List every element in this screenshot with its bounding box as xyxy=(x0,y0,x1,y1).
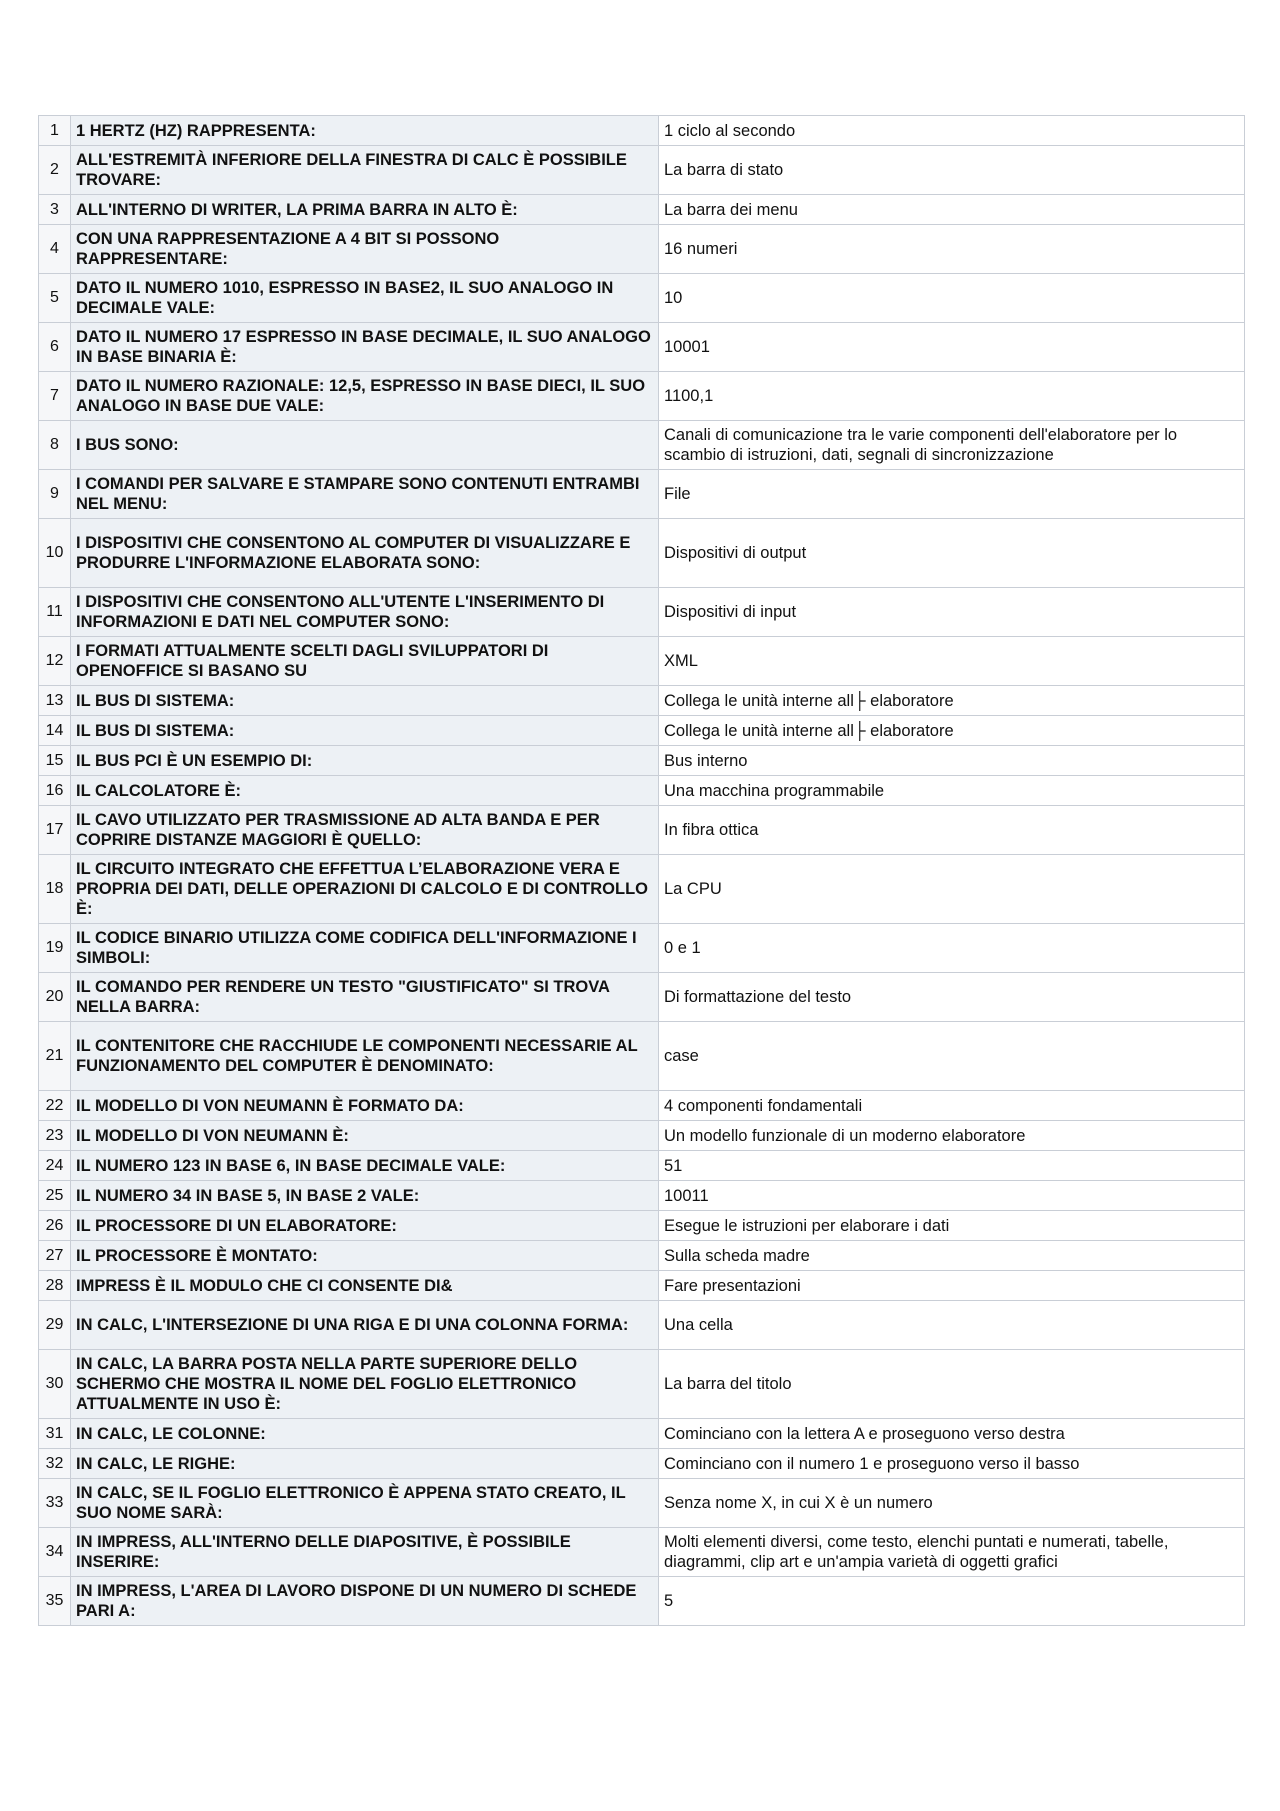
answer-cell: La CPU xyxy=(659,855,1245,924)
question-cell: IL MODELLO DI VON NEUMANN È FORMATO DA: xyxy=(71,1091,659,1121)
answer-cell: 10011 xyxy=(659,1181,1245,1211)
question-cell: IL BUS PCI È UN ESEMPIO DI: xyxy=(71,746,659,776)
table-row xyxy=(39,924,1245,973)
row-number: 22 xyxy=(39,1091,71,1121)
question-cell: IN CALC, SE IL FOGLIO ELETTRONICO È APPENA STATO CREATO, IL SUO NOME SARÀ: xyxy=(71,1479,659,1528)
answer-cell: 10 xyxy=(659,274,1245,323)
answer-cell: Molti elementi diversi, come testo, elenchi puntati e numerati, tabelle, diagrammi, clip art e un'ampia varietà di oggetti grafici xyxy=(659,1528,1245,1577)
question-cell: I COMANDI PER SALVARE E STAMPARE SONO CONTENUTI ENTRAMBI NEL MENU: xyxy=(71,470,659,519)
row-number: 5 xyxy=(39,274,71,323)
question-cell: IL PROCESSORE È MONTATO: xyxy=(71,1241,659,1271)
table-row xyxy=(39,1479,1245,1528)
answer-cell: File xyxy=(659,470,1245,519)
table-row xyxy=(39,519,1245,588)
question-cell: IL CALCOLATORE È: xyxy=(71,776,659,806)
answer-cell: Senza nome X, in cui X è un numero xyxy=(659,1479,1245,1528)
question-cell: DATO IL NUMERO RAZIONALE: 12,5, ESPRESSO IN BASE DIECI, IL SUO ANALOGO IN BASE DUE VALE: xyxy=(71,372,659,421)
table-row xyxy=(39,1577,1245,1626)
question-cell: IN CALC, L'INTERSEZIONE DI UNA RIGA E DI UNA COLONNA FORMA: xyxy=(71,1301,659,1350)
row-number: 13 xyxy=(39,686,71,716)
row-number: 34 xyxy=(39,1528,71,1577)
table-row xyxy=(39,973,1245,1022)
question-cell: I DISPOSITIVI CHE CONSENTONO ALL'UTENTE L'INSERIMENTO DI INFORMAZIONI E DATI NEL COMPUTER SONO: xyxy=(71,588,659,637)
answer-cell: Un modello funzionale di un moderno elaboratore xyxy=(659,1121,1245,1151)
table-row xyxy=(39,1301,1245,1350)
table-row xyxy=(39,116,1245,146)
table-row xyxy=(39,806,1245,855)
table-row xyxy=(39,1022,1245,1091)
answer-cell: Collega le unità interne all├ elaboratore xyxy=(659,686,1245,716)
question-cell: DATO IL NUMERO 17 ESPRESSO IN BASE DECIMALE, IL SUO ANALOGO IN BASE BINARIA È: xyxy=(71,323,659,372)
row-number: 29 xyxy=(39,1301,71,1350)
table-row xyxy=(39,146,1245,195)
table-row xyxy=(39,588,1245,637)
row-number: 16 xyxy=(39,776,71,806)
question-cell: IL CIRCUITO INTEGRATO CHE EFFETTUA L’ELABORAZIONE VERA E PROPRIA DEI DATI, DELLE OPERAZIONI DI CALCOLO E DI CONTROLLO È: xyxy=(71,855,659,924)
table-row xyxy=(39,746,1245,776)
answer-cell: Di formattazione del testo xyxy=(659,973,1245,1022)
answer-cell: Fare presentazioni xyxy=(659,1271,1245,1301)
answer-cell: Bus interno xyxy=(659,746,1245,776)
question-cell: IMPRESS È IL MODULO CHE CI CONSENTE DI& xyxy=(71,1271,659,1301)
question-cell: IN IMPRESS, ALL'INTERNO DELLE DIAPOSITIVE, È POSSIBILE INSERIRE: xyxy=(71,1528,659,1577)
table-row xyxy=(39,1449,1245,1479)
row-number: 35 xyxy=(39,1577,71,1626)
answer-cell: Dispositivi di output xyxy=(659,519,1245,588)
question-cell: IL MODELLO DI VON NEUMANN È: xyxy=(71,1121,659,1151)
question-cell: ALL'INTERNO DI WRITER, LA PRIMA BARRA IN ALTO È: xyxy=(71,195,659,225)
table-row xyxy=(39,470,1245,519)
answer-cell: 16 numeri xyxy=(659,225,1245,274)
answer-cell: Esegue le istruzioni per elaborare i dati xyxy=(659,1211,1245,1241)
table-row xyxy=(39,1528,1245,1577)
question-cell: DATO IL NUMERO 1010, ESPRESSO IN BASE2, IL SUO ANALOGO IN DECIMALE VALE: xyxy=(71,274,659,323)
answer-cell: La barra del titolo xyxy=(659,1350,1245,1419)
answer-cell: Dispositivi di input xyxy=(659,588,1245,637)
answer-cell: 5 xyxy=(659,1577,1245,1626)
table-row xyxy=(39,716,1245,746)
row-number: 20 xyxy=(39,973,71,1022)
row-number: 24 xyxy=(39,1151,71,1181)
question-cell: IN CALC, LA BARRA POSTA NELLA PARTE SUPERIORE DELLO SCHERMO CHE MOSTRA IL NOME DEL FOGLIO ELETTRONICO ATTUALMENTE IN USO È: xyxy=(71,1350,659,1419)
answer-cell: La barra di stato xyxy=(659,146,1245,195)
answer-cell: In fibra ottica xyxy=(659,806,1245,855)
row-number: 30 xyxy=(39,1350,71,1419)
question-cell: I FORMATI ATTUALMENTE SCELTI DAGLI SVILUPPATORI DI OPENOFFICE SI BASANO SU xyxy=(71,637,659,686)
row-number: 15 xyxy=(39,746,71,776)
answer-cell: Sulla scheda madre xyxy=(659,1241,1245,1271)
row-number: 17 xyxy=(39,806,71,855)
row-number: 6 xyxy=(39,323,71,372)
question-cell: I DISPOSITIVI CHE CONSENTONO AL COMPUTER DI VISUALIZZARE E PRODURRE L'INFORMAZIONE ELABORATA SONO: xyxy=(71,519,659,588)
table-row xyxy=(39,1419,1245,1449)
answer-cell: Cominciano con la lettera A e proseguono verso destra xyxy=(659,1419,1245,1449)
table-row xyxy=(39,195,1245,225)
row-number: 4 xyxy=(39,225,71,274)
row-number: 32 xyxy=(39,1449,71,1479)
row-number: 23 xyxy=(39,1121,71,1151)
answer-cell: Cominciano con il numero 1 e proseguono verso il basso xyxy=(659,1449,1245,1479)
table-row xyxy=(39,225,1245,274)
answer-cell: 51 xyxy=(659,1151,1245,1181)
question-cell: IL BUS DI SISTEMA: xyxy=(71,716,659,746)
question-cell: IL CODICE BINARIO UTILIZZA COME CODIFICA DELL'INFORMAZIONE I SIMBOLI: xyxy=(71,924,659,973)
question-cell: IL NUMERO 123 IN BASE 6, IN BASE DECIMALE VALE: xyxy=(71,1151,659,1181)
table-row xyxy=(39,274,1245,323)
table-row xyxy=(39,421,1245,470)
row-number: 7 xyxy=(39,372,71,421)
answer-cell: 1 ciclo al secondo xyxy=(659,116,1245,146)
table-row xyxy=(39,686,1245,716)
qa-table-body xyxy=(39,116,1245,1626)
question-cell: IN CALC, LE COLONNE: xyxy=(71,1419,659,1449)
row-number: 10 xyxy=(39,519,71,588)
row-number: 25 xyxy=(39,1181,71,1211)
row-number: 2 xyxy=(39,146,71,195)
table-row xyxy=(39,1241,1245,1271)
question-cell: IL CAVO UTILIZZATO PER TRASMISSIONE AD ALTA BANDA E PER COPRIRE DISTANZE MAGGIORI È QUELLO: xyxy=(71,806,659,855)
answer-cell: 1100,1 xyxy=(659,372,1245,421)
row-number: 12 xyxy=(39,637,71,686)
answer-cell: Una cella xyxy=(659,1301,1245,1350)
row-number: 31 xyxy=(39,1419,71,1449)
table-row xyxy=(39,1350,1245,1419)
row-number: 1 xyxy=(39,116,71,146)
table-row xyxy=(39,372,1245,421)
table-row xyxy=(39,776,1245,806)
table-row xyxy=(39,637,1245,686)
answer-cell: 4 componenti fondamentali xyxy=(659,1091,1245,1121)
table-row xyxy=(39,855,1245,924)
row-number: 3 xyxy=(39,195,71,225)
question-cell: IL COMANDO PER RENDERE UN TESTO "GIUSTIFICATO" SI TROVA NELLA BARRA: xyxy=(71,973,659,1022)
question-cell: IL PROCESSORE DI UN ELABORATORE: xyxy=(71,1211,659,1241)
table-row xyxy=(39,323,1245,372)
question-cell: 1 HERTZ (HZ) RAPPRESENTA: xyxy=(71,116,659,146)
answer-cell: La barra dei menu xyxy=(659,195,1245,225)
row-number: 27 xyxy=(39,1241,71,1271)
question-answer-sheet xyxy=(38,115,1244,1626)
answer-cell: XML xyxy=(659,637,1245,686)
question-cell: ALL'ESTREMITÀ INFERIORE DELLA FINESTRA DI CALC È POSSIBILE TROVARE: xyxy=(71,146,659,195)
row-number: 21 xyxy=(39,1022,71,1091)
question-cell: IL CONTENITORE CHE RACCHIUDE LE COMPONENTI NECESSARIE AL FUNZIONAMENTO DEL COMPUTER È DENOMINATO: xyxy=(71,1022,659,1091)
answer-cell: case xyxy=(659,1022,1245,1091)
question-cell: IL BUS DI SISTEMA: xyxy=(71,686,659,716)
table-row xyxy=(39,1121,1245,1151)
question-cell: IL NUMERO 34 IN BASE 5, IN BASE 2 VALE: xyxy=(71,1181,659,1211)
row-number: 33 xyxy=(39,1479,71,1528)
answer-cell: Canali di comunicazione tra le varie componenti dell'elaboratore per lo scambio di istruzioni, dati, segnali di sincronizzazione xyxy=(659,421,1245,470)
table-row xyxy=(39,1091,1245,1121)
answer-cell: Una macchina programmabile xyxy=(659,776,1245,806)
row-number: 19 xyxy=(39,924,71,973)
row-number: 8 xyxy=(39,421,71,470)
qa-table xyxy=(38,115,1245,1626)
question-cell: I BUS SONO: xyxy=(71,421,659,470)
answer-cell: Collega le unità interne all├ elaboratore xyxy=(659,716,1245,746)
row-number: 18 xyxy=(39,855,71,924)
table-row xyxy=(39,1151,1245,1181)
answer-cell: 10001 xyxy=(659,323,1245,372)
row-number: 11 xyxy=(39,588,71,637)
table-row xyxy=(39,1211,1245,1241)
row-number: 26 xyxy=(39,1211,71,1241)
row-number: 28 xyxy=(39,1271,71,1301)
row-number: 9 xyxy=(39,470,71,519)
question-cell: IN IMPRESS, L'AREA DI LAVORO DISPONE DI UN NUMERO DI SCHEDE PARI A: xyxy=(71,1577,659,1626)
question-cell: IN CALC, LE RIGHE: xyxy=(71,1449,659,1479)
answer-cell: 0 e 1 xyxy=(659,924,1245,973)
table-row xyxy=(39,1181,1245,1211)
table-row xyxy=(39,1271,1245,1301)
question-cell: CON UNA RAPPRESENTAZIONE A 4 BIT SI POSSONO RAPPRESENTARE: xyxy=(71,225,659,274)
row-number: 14 xyxy=(39,716,71,746)
